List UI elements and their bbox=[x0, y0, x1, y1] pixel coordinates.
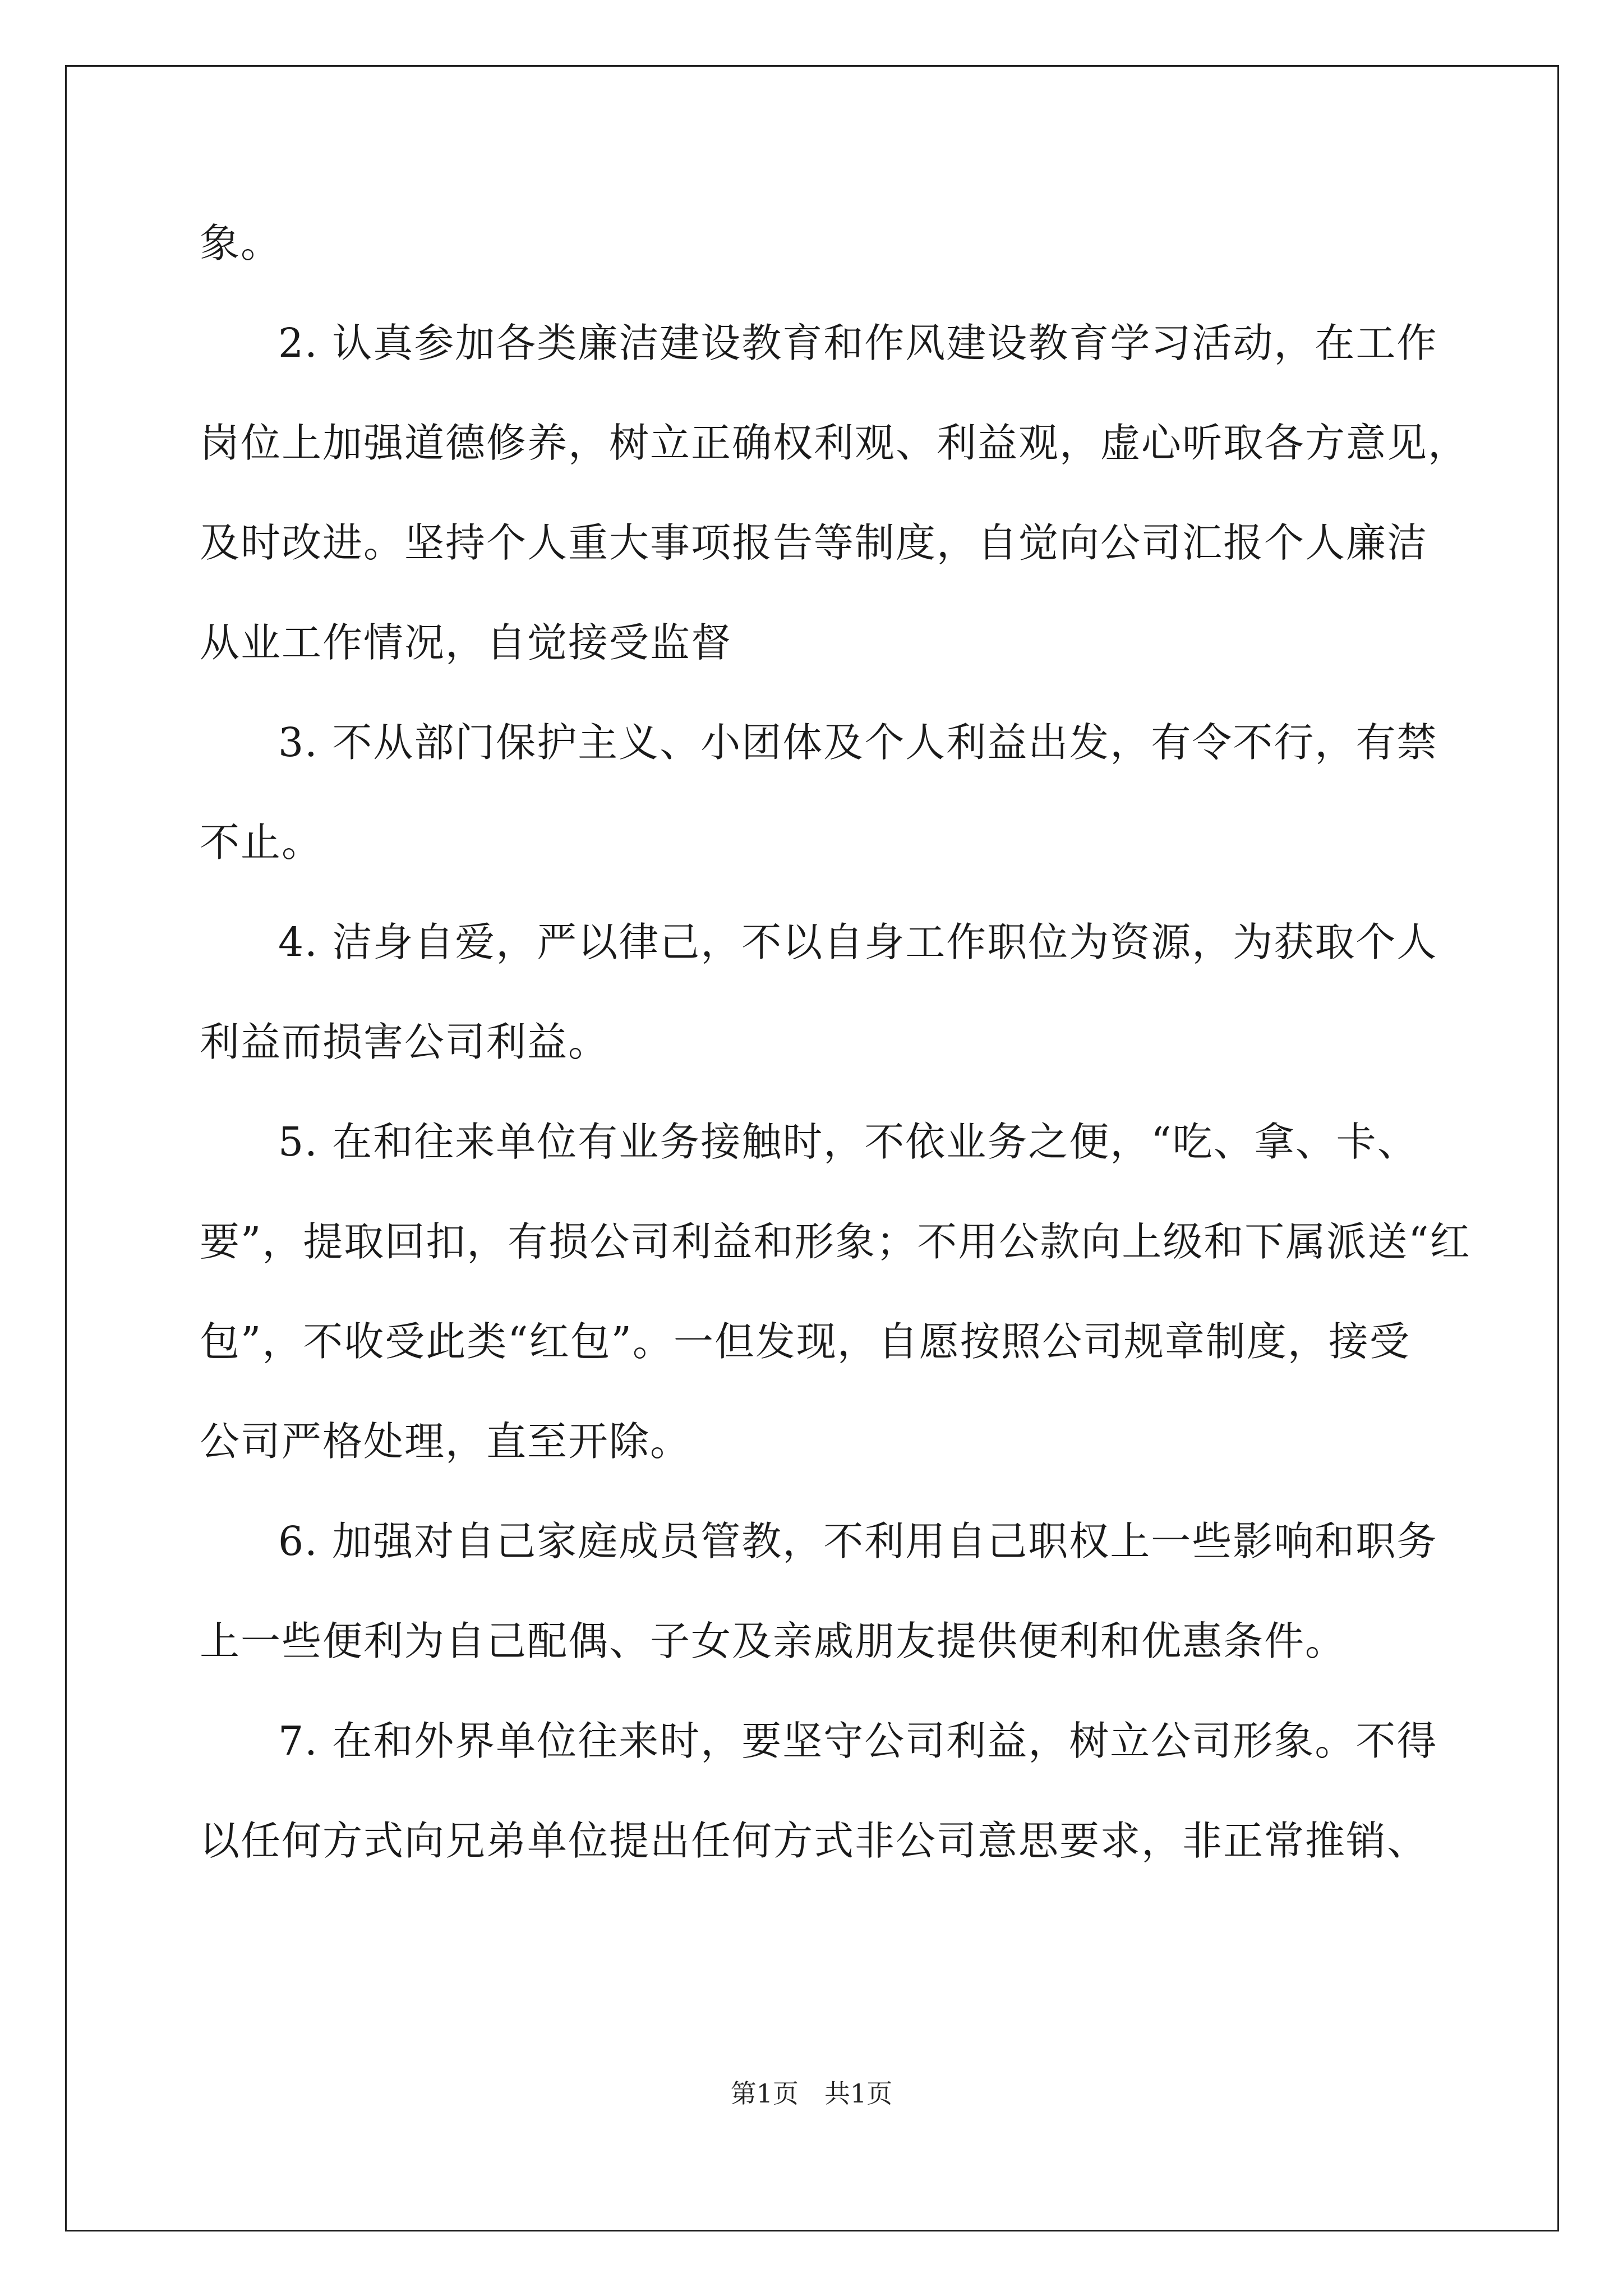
paragraph-4-line-2: 利益而损害公司利益。 bbox=[200, 1019, 610, 1065]
paragraph-2-line-4: 从业工作情况，自觉接受监督 bbox=[200, 619, 732, 666]
text-line: 象。 bbox=[200, 220, 282, 266]
paragraph-5-line-3: 包”，不收受此类“红包”。一但发现，自愿按照公司规章制度，接受 bbox=[200, 1318, 1410, 1365]
paragraph-2-line-3: 及时改进。坚持个人重大事项报告等制度，自觉向公司汇报个人廉洁 bbox=[200, 519, 1428, 566]
paragraph-6-line-1: 6. 加强对自己家庭成员管教，不利用自己职权上一些影响和职务 bbox=[278, 1518, 1438, 1565]
paragraph-3-line-1: 3. 不从部门保护主义、小团体及个人利益出发，有令不行，有禁 bbox=[278, 719, 1438, 766]
paragraph-5-line-4: 公司严格处理，直至开除。 bbox=[200, 1418, 691, 1465]
page-footer: 第1页 共1页 bbox=[730, 2078, 893, 2109]
paragraph-2-line-1: 2. 认真参加各类廉洁建设教育和作风建设教育学习活动，在工作 bbox=[278, 320, 1438, 366]
paragraph-5-line-1: 5. 在和往来单位有业务接触时，不依业务之便，“吃、拿、卡、 bbox=[278, 1119, 1418, 1165]
paragraph-7-line-1: 7. 在和外界单位往来时，要坚守公司利益，树立公司形象。不得 bbox=[278, 1718, 1438, 1764]
paragraph-6-line-2: 上一些便利为自己配偶、子女及亲戚朋友提供便利和优惠条件。 bbox=[200, 1618, 1347, 1664]
paragraph-3-line-2: 不止。 bbox=[200, 819, 323, 866]
document-body bbox=[200, 217, 1471, 1867]
paragraph-7-line-2: 以任何方式向兄弟单位提出任何方式非公司意思要求，非正常推销、 bbox=[200, 1818, 1428, 1864]
paragraph-5-line-2: 要”，提取回扣，有损公司利益和形象；不用公款向上级和下属派送“红 bbox=[200, 1218, 1471, 1265]
paragraph-4-line-1: 4. 洁身自爱，严以律己，不以自身工作职位为资源，为获取个人 bbox=[278, 919, 1438, 965]
paragraph-2-line-2: 岗位上加强道德修养，树立正确权利观、利益观，虚心听取各方意见， bbox=[200, 420, 1469, 466]
